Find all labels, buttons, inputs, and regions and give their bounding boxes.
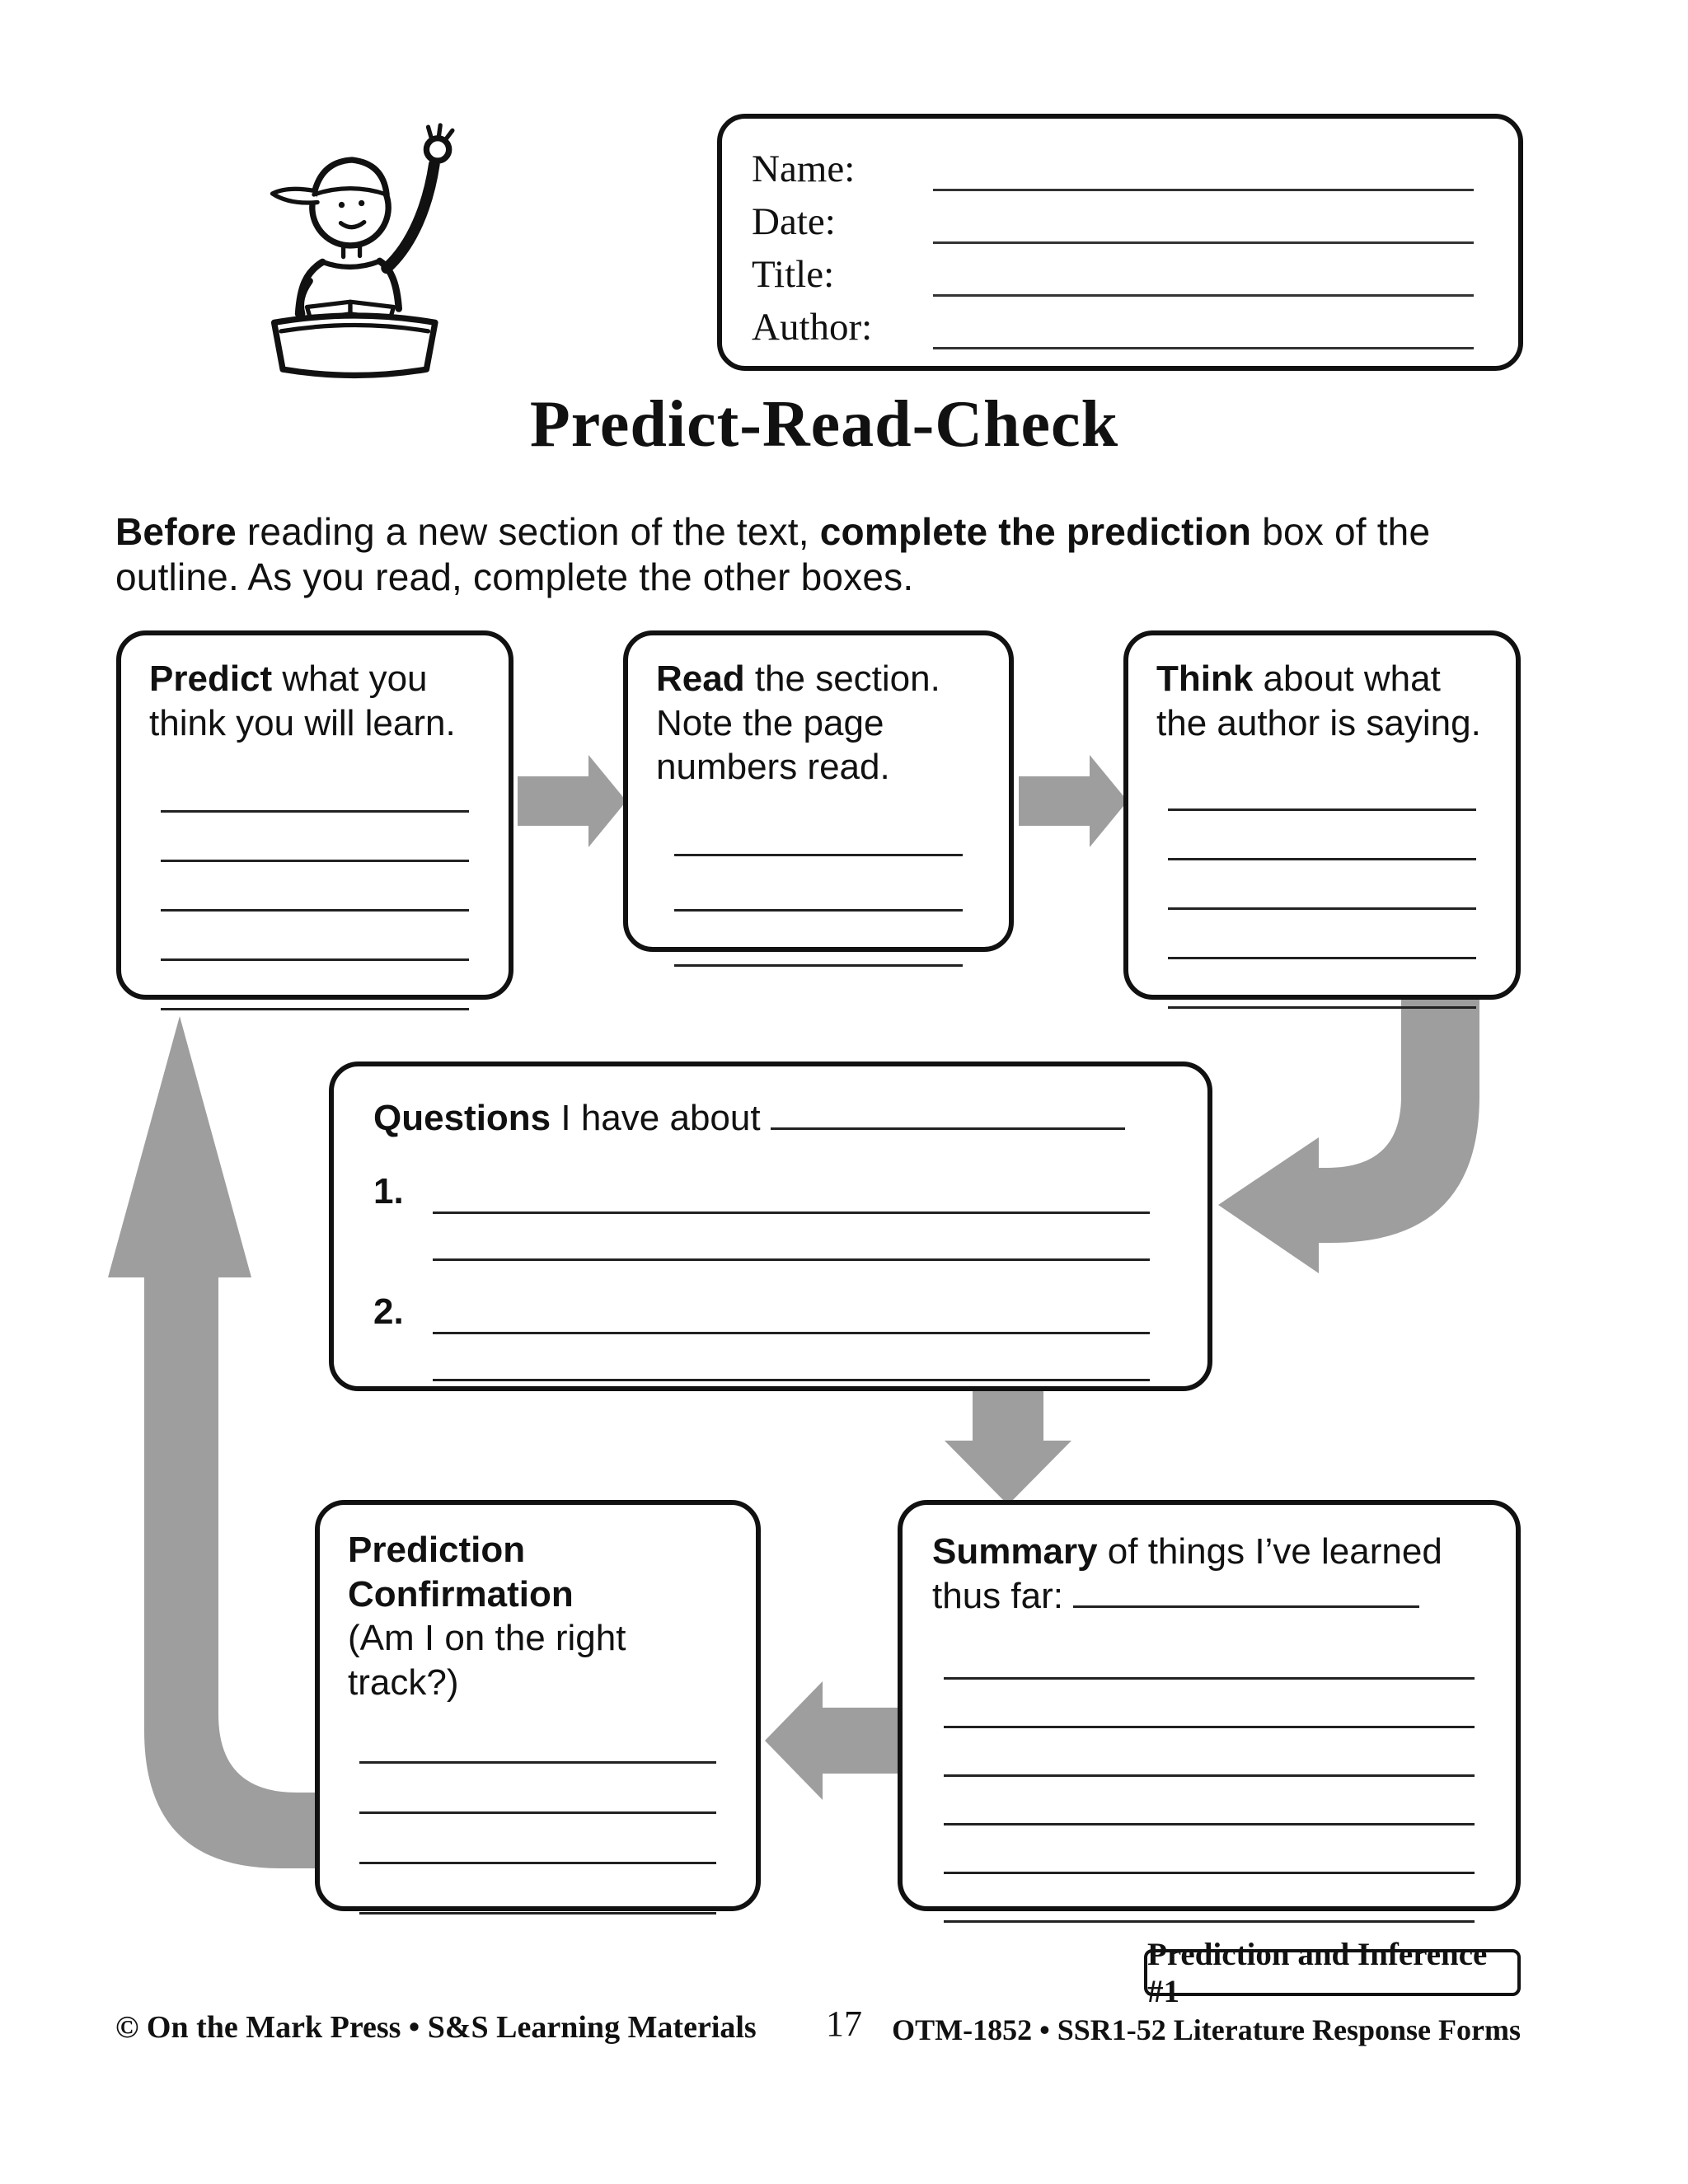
summary-box-heading	[932, 1530, 1486, 1618]
summary-box	[898, 1500, 1521, 1911]
think-writing-lines	[1156, 762, 1488, 1009]
writing-line	[674, 856, 963, 912]
read-box	[623, 630, 1014, 952]
instructions-bold-before: Before	[115, 510, 237, 553]
student-info-box	[717, 114, 1523, 371]
arrow-left	[765, 1681, 903, 1800]
date-writing-line	[933, 200, 1474, 244]
confirmation-box-heading-bold: Prediction Confirmation	[348, 1530, 574, 1615]
writing-line	[433, 1289, 1150, 1334]
arrow-down	[945, 1385, 1071, 1505]
read-box-heading-text: the section. Note the page numbers read.	[656, 658, 940, 788]
writing-line	[433, 1169, 1150, 1214]
form-row-name	[752, 140, 1485, 191]
think-box-heading-bold: Think	[1156, 658, 1254, 699]
summary-topic-line	[1073, 1577, 1419, 1608]
writing-line	[944, 1728, 1475, 1777]
writing-line	[944, 1680, 1475, 1728]
writing-line	[1168, 811, 1476, 860]
writing-line	[1168, 959, 1476, 1009]
arrow-right-2	[1019, 755, 1128, 847]
author-label: Author:	[752, 306, 873, 349]
think-box	[1123, 630, 1521, 1000]
instructions-bold-complete: complete the prediction	[819, 510, 1252, 553]
form-row-author	[752, 298, 1485, 349]
arrow-curved-down-left	[1218, 993, 1479, 1273]
instructions-text-2: box of the outline. As you read, complete the other boxes.	[115, 510, 1431, 599]
read-box-heading-bold: Read	[656, 658, 745, 699]
summary-box-heading-text: of things I’ve learned thus far:	[932, 1531, 1442, 1616]
questions-topic-line	[771, 1099, 1125, 1130]
date-label: Date:	[752, 200, 836, 243]
arrow-right-1	[518, 755, 626, 847]
writing-line	[1168, 860, 1476, 910]
writing-line	[161, 912, 469, 961]
predict-box-heading	[149, 657, 481, 745]
read-box-heading	[656, 657, 981, 790]
questions-box-heading	[373, 1096, 1168, 1141]
summary-box-heading-bold: Summary	[932, 1531, 1098, 1572]
summary-writing-lines	[932, 1631, 1486, 1923]
writing-line	[359, 1764, 716, 1814]
think-box-heading-text: about what the author is saying.	[1156, 658, 1481, 743]
writing-line	[359, 1864, 716, 1915]
confirmation-box-heading	[348, 1528, 728, 1705]
series-badge: Prediction and Inference #1	[1144, 1949, 1521, 1996]
title-label: Title:	[752, 253, 835, 296]
writing-line	[161, 813, 469, 862]
predict-box	[116, 630, 513, 1000]
author-writing-line	[933, 306, 1474, 349]
predict-box-heading-bold: Predict	[149, 658, 273, 699]
writing-line	[944, 1777, 1475, 1825]
writing-line	[944, 1825, 1475, 1874]
name-writing-line	[933, 148, 1474, 191]
student-raising-hand-illustration	[218, 91, 482, 437]
form-row-date	[752, 193, 1485, 244]
writing-line	[433, 1214, 1150, 1261]
questions-box-heading-bold: Questions	[373, 1098, 551, 1138]
confirmation-box-heading-text: (Am I on the right track?)	[348, 1618, 626, 1704]
question-2-number: 2.	[373, 1291, 404, 1332]
writing-line	[359, 1713, 716, 1764]
writing-line	[674, 912, 963, 967]
writing-line	[1168, 910, 1476, 959]
writing-line	[944, 1631, 1475, 1680]
writing-line	[161, 763, 469, 813]
form-row-title	[752, 246, 1485, 297]
writing-line	[359, 1814, 716, 1864]
read-writing-lines	[656, 801, 981, 967]
writing-line	[433, 1334, 1150, 1381]
page-number: 17	[826, 2004, 862, 2044]
confirmation-writing-lines	[348, 1713, 728, 1915]
copyright-text: © On the Mark Press • S&S Learning Materials	[115, 2010, 757, 2045]
writing-line	[674, 801, 963, 856]
title-writing-line	[933, 253, 1474, 297]
questions-box-heading-text: I have about	[551, 1098, 761, 1138]
writing-line	[161, 961, 469, 1010]
instructions-text-1: reading a new section of the text,	[236, 510, 820, 553]
question-1-row	[373, 1169, 1168, 1214]
prediction-confirmation-box	[315, 1500, 761, 1911]
questions-box	[329, 1062, 1212, 1391]
page-title: Predict-Read-Check	[529, 388, 1119, 461]
writing-line	[944, 1874, 1475, 1923]
think-box-heading	[1156, 657, 1488, 745]
writing-line	[1168, 762, 1476, 811]
writing-line	[161, 862, 469, 912]
predict-writing-lines	[149, 763, 481, 1010]
predict-box-heading-text: what you think you will learn.	[149, 658, 456, 743]
question-1-number: 1.	[373, 1171, 404, 1212]
product-code-text: OTM-1852 • SSR1-52 Literature Response Forms	[892, 2013, 1521, 2046]
name-label: Name:	[752, 148, 856, 190]
instructions-text	[115, 509, 1550, 600]
question-2-row	[373, 1289, 1168, 1334]
